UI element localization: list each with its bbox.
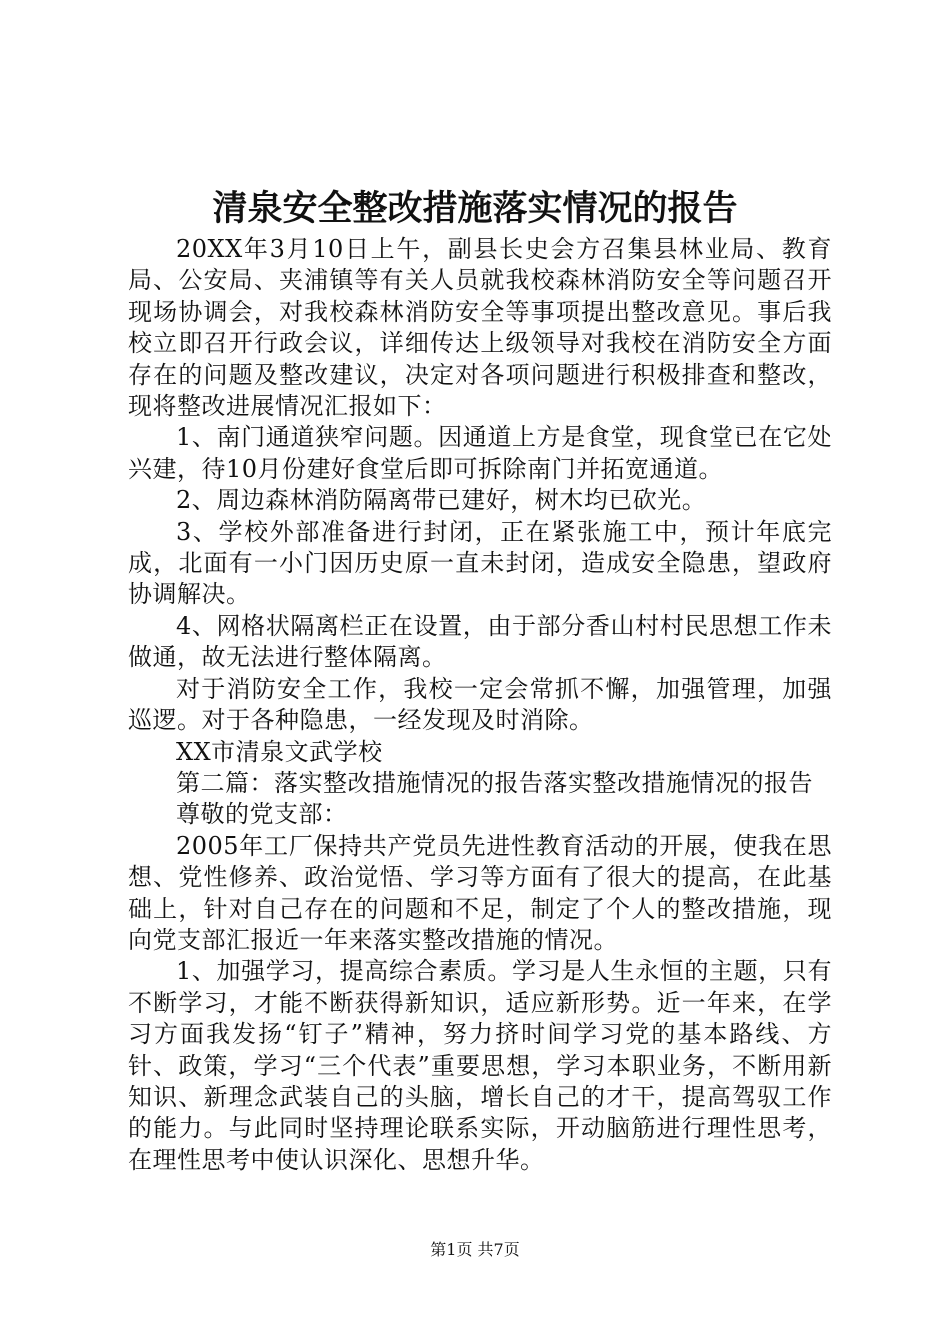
paragraph: 2005年工厂保持共产党员先进性教育活动的开展，使我在思想、党性修养、政治觉悟、学习等方面有了很大的提高，在此基础上，针对自己存在的问题和不足，制定了个人的整改措施，现向党支部汇报近一年来落实整改措施的情况。 bbox=[128, 831, 832, 954]
paragraph: 2、周边森林消防隔离带已建好，树木均已砍光。 bbox=[176, 486, 707, 515]
document-body bbox=[128, 234, 832, 1176]
paragraph: 20XX年3月10日上午，副县长史会方召集县林业局、教育局、公安局、夹浦镇等有关人员就我校森林消防安全等问题召开现场协调会，对我校森林消防安全等事项提出整改意见。事后我校立即召开行政会议，详细传达上级领导对我校在消防安全方面存在的问题及整改建议，决定对各项问题进行积极排查和整改，现将整改进展情况汇报如下： bbox=[128, 235, 832, 421]
signature-line: XX市清泉文武学校 bbox=[176, 737, 383, 766]
page-footer: 第1页 共7页 bbox=[430, 1240, 520, 1259]
paragraph: 3、学校外部准备进行封闭，正在紧张施工中，预计年底完成，北面有一小门因历史原一直未封闭，造成安全隐患，望政府协调解决。 bbox=[128, 517, 832, 609]
paragraph: 1、南门通道狭窄问题。因通道上方是食堂，现食堂已在它处兴建，待10月份建好食堂后即可拆除南门并拓宽通道。 bbox=[128, 423, 832, 483]
paragraph: 1、加强学习，提高综合素质。学习是人生永恒的主题，只有不断学习，才能不断获得新知识，适应新形势。近一年来，在学习方面我发扬“钉子”精神，努力挤时间学习党的基本路线、方针、政策，学习“三个代表”重要思想，学习本职业务，不断用新知识、新理念武装自己的头脑，增长自己的才干，提高驾驭工作的能力。与此同时坚持理论联系实际，开动脑筋进行理性思考，在理性思考中使认识深化、思想升华。 bbox=[128, 957, 832, 1174]
section-heading: 第二篇：落实整改措施情况的报告落实整改措施情况的报告 bbox=[176, 768, 813, 797]
salutation: 尊敬的党支部： bbox=[176, 800, 348, 829]
paragraph: 4、网格状隔离栏正在设置，由于部分香山村村民思想工作未做通，故无法进行整体隔离。 bbox=[128, 611, 832, 672]
paragraph: 对于消防安全工作，我校一定会常抓不懈，加强管理，加强巡逻。对于各种隐患，一经发现及时消除。 bbox=[128, 674, 832, 735]
document-title: 清泉安全整改措施落实情况的报告 bbox=[212, 188, 738, 229]
